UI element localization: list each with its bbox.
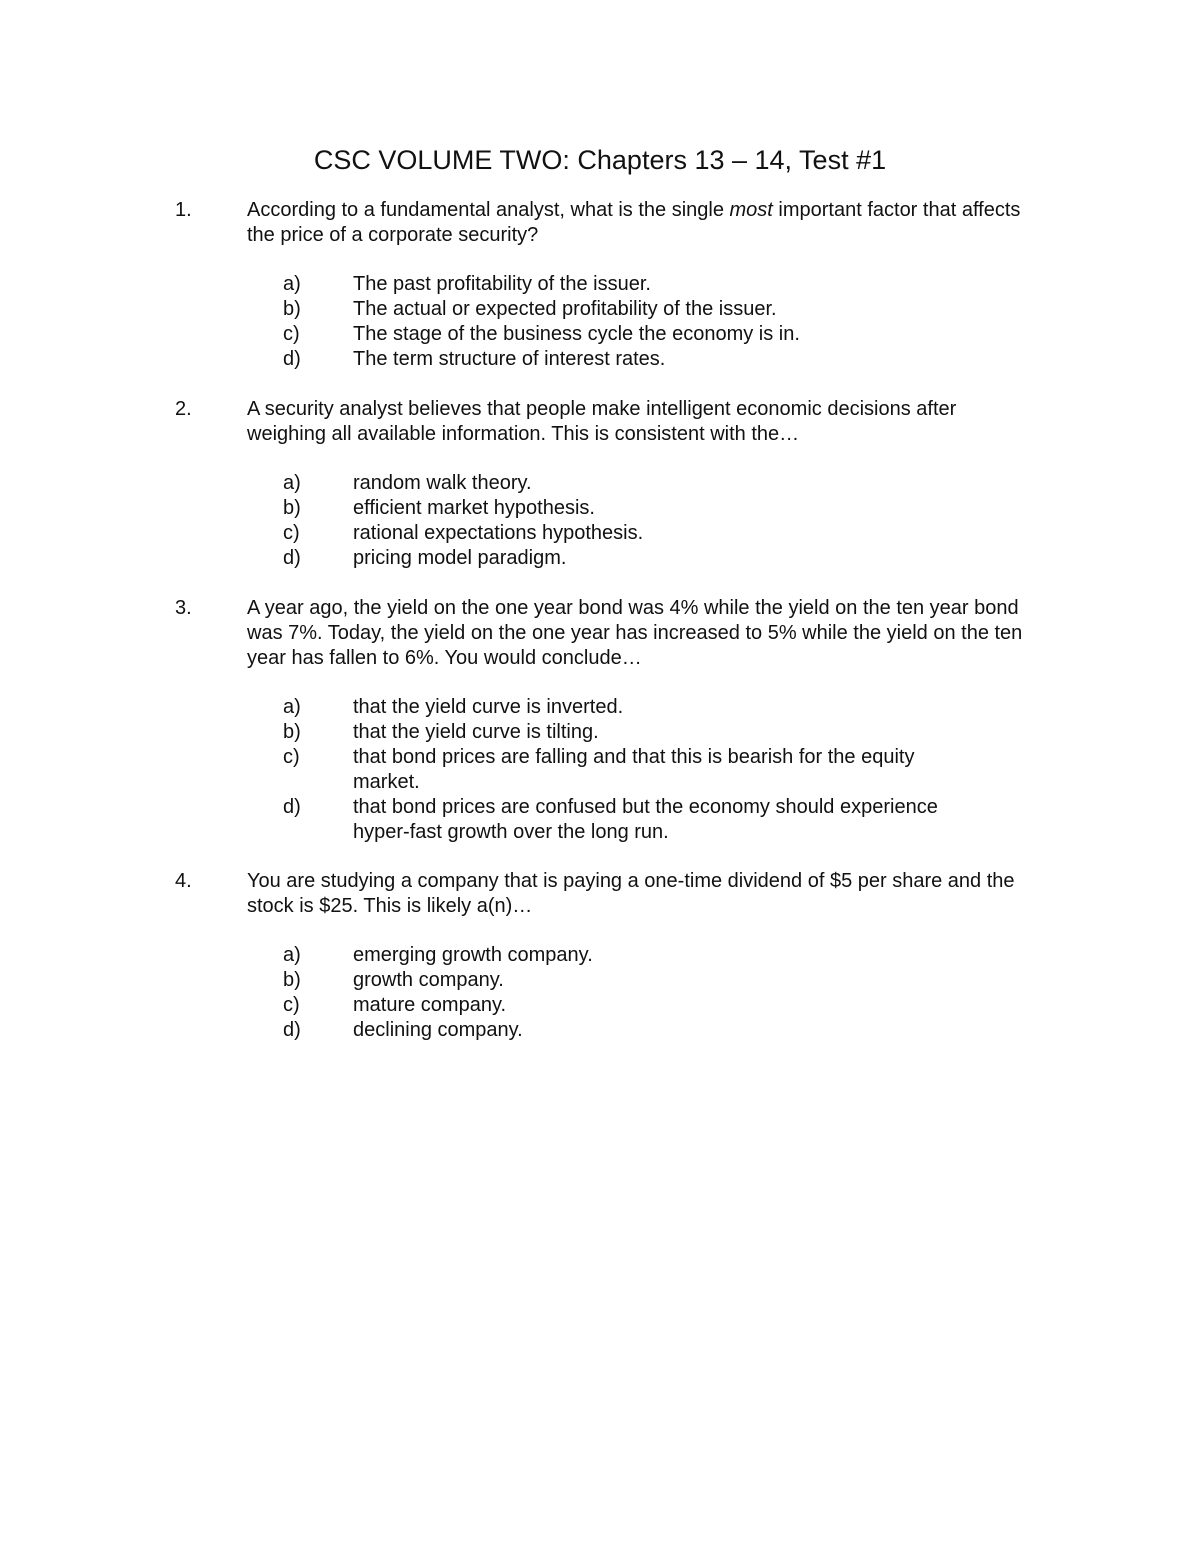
option-text: emerging growth company. [353,944,593,966]
option-text: that bond prices are falling and that this is bearish for the equity market. [353,746,915,793]
option-letter: b) [283,721,301,743]
option-letter: d) [283,796,301,818]
answer-options [283,943,1033,1043]
option-letter: b) [283,298,301,320]
option-letter: a) [283,273,301,295]
option-text: The stage of the business cycle the economy is in. [353,323,800,345]
option-text: declining company. [353,1019,523,1041]
question-text-part: According to a fundamental analyst, what is the single [247,199,730,221]
question-text [247,198,1037,248]
option-text: that the yield curve is tilting. [353,721,599,743]
question-text: A year ago, the yield on the one year bond was 4% while the yield on the ten year bond was 7%. Today, the yield on the one year has increased to 5% while the yield on the ten year has fallen to 6%. You would conclude… [247,597,1023,669]
question-number: 3. [175,597,192,619]
option-letter: c) [283,522,300,544]
question-emphasis: most [729,199,773,221]
option-letter: b) [283,497,301,519]
answer-options [283,272,1033,372]
option-letter: c) [283,746,300,768]
answer-option [283,993,1033,1018]
option-text: random walk theory. [353,472,532,494]
option-letter: c) [283,323,300,345]
answer-option [283,795,1033,845]
answer-option [283,471,1033,496]
option-text: The term structure of interest rates. [353,348,666,370]
option-text: that the yield curve is inverted. [353,696,624,718]
option-letter: a) [283,944,301,966]
option-letter: a) [283,696,301,718]
option-letter: b) [283,969,301,991]
option-text: pricing model paradigm. [353,547,567,569]
question-number: 1. [175,199,192,221]
answer-option [283,1018,1033,1043]
answer-option [283,272,1033,297]
answer-option [283,347,1033,372]
option-text: rational expectations hypothesis. [353,522,644,544]
option-letter: d) [283,348,301,370]
option-letter: d) [283,1019,301,1041]
option-text: efficient market hypothesis. [353,497,595,519]
answer-option [283,745,1033,795]
question-text-part: important factor that affects the price of a corporate security? [247,199,1021,246]
option-text: growth company. [353,969,504,991]
option-letter: c) [283,994,300,1016]
question-text: You are studying a company that is paying a one-time dividend of $5 per share and the stock is $25. This is likely a(n)… [247,870,1015,917]
question-text: A security analyst believes that people make intelligent economic decisions after weighing all available information. This is consistent with the… [247,398,957,445]
option-text: mature company. [353,994,507,1016]
answer-option [283,546,1033,571]
answer-option [283,322,1033,347]
answer-option [283,521,1033,546]
option-text: that bond prices are confused but the economy should experience hyper-fast growth over the long run. [353,796,938,843]
answer-option [283,695,1033,720]
page-title: CSC VOLUME TWO: Chapters 13 – 14, Test #1 [313,145,887,175]
answer-options [283,695,1033,845]
answer-options [283,471,1033,571]
answer-option [283,720,1033,745]
answer-option [283,943,1033,968]
option-letter: a) [283,472,301,494]
answer-option [283,496,1033,521]
question-number: 4. [175,870,192,892]
option-text: The past profitability of the issuer. [353,273,651,295]
answer-option [283,968,1033,993]
question-number: 2. [175,398,192,420]
answer-option [283,297,1033,322]
option-letter: d) [283,547,301,569]
option-text: The actual or expected profitability of the issuer. [353,298,777,320]
